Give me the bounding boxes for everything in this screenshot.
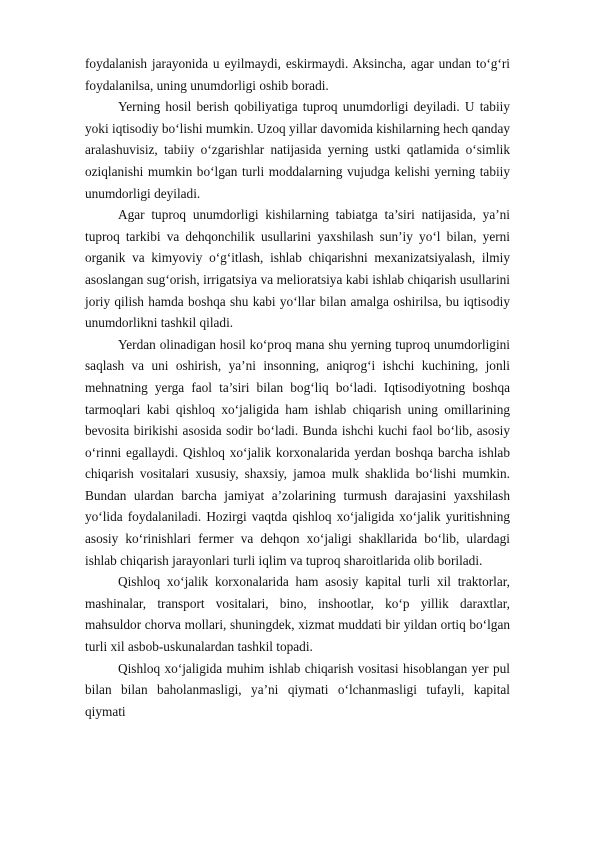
paragraph-fixed-capital: Qishloq xo‘jalik korxonalarida ham asosiy kapital turli xil traktorlar, mashinalar, transport vositalari, bino, inshootlar, ko‘p yillik daraxtlar, mahsuldor chorva mollari, shuningdek, xizmat muddati bir yildan ortiq bo‘lgan turli xil asbob-uskunalardan tashkil topadi.	[85, 574, 510, 655]
paragraph-labor-and-production: Yerdan olinadigan hosil ko‘proq mana shu yerning tuproq unumdorligini saqlash va uni oshirish, ya’ni insonning, aniqrog‘i ishchi kuchining, jonli mehnatning yerga faol ta’siri bilan bog‘liq bo‘ladi. Iqtisodiyotning boshqa tarmoqlari kabi qishloq xo‘jaligida ham ishlab chiqarish uning omillarining bevosita birikishi asosida sodir bo‘ladi. Bunda ishchi kuchi faol bo‘lib, asosiy o‘rinni egallaydi. Qishloq xo‘jalik korxonalarida yerdan boshqa barcha ishlab chiqarish vositalari xususiy, shaxsiy, jamoa mulk shaklida bo‘lishi mumkin. Bundan ulardan barcha jamiyat a’zolarining turmush darajasini yaxshilash yo‘lida foydalaniladi. Hozirgi vaqtda qishloq xo‘jaligida xo‘jalik yuritishning asosiy ko‘rinishlari fermer va dehqon xo‘jaligi shakllarida bo‘lib, ulardagi ishlab chiqarish jarayonlari turli iqlim va tuproq sharoitlarida olib boriladi.	[85, 336, 510, 568]
paragraph-continuation: foydalanish jarayonida u eyilmaydi, eskirmaydi. Aksincha, agar undan to‘g‘ri foydalanilsa, uning unumdorligi oshib boradi.	[85, 56, 510, 93]
paragraph-land-valuation: Qishloq xo‘jaligida muhim ishlab chiqarish vositasi hisoblangan yer pul bilan bilan baholanmasligi, ya’ni qiymati o‘lchanmasligi tufayli, kapital qiymati	[85, 660, 510, 719]
paragraph-economic-fertility: Agar tuproq unumdorligi kishilarning tabiatga ta’siri natijasida, ya’ni tuproq tarkibi va dehqonchilik usullarini yaxshilash sun’iy yo‘l bilan, yerni organik va kimyoviy o‘g‘itlash, ishlab chiqarishni mexanizatsiyalash, ilmiy asoslangan sug‘orish, irrigatsiya va melioratsiya kabi ishlab chiqarish usullarini joriy qilish hamda boshqa shu kabi yo‘llar bilan amalga oshirilsa, bu iqtisodiy unumdorlikni tashkil qiladi.	[85, 207, 510, 331]
document-page	[85, 53, 510, 722]
paragraph-soil-fertility-definition: Yerning hosil berish qobiliyatiga tuproq unumdorligi deyiladi. U tabiiy yoki iqtisodiy bo‘lishi mumkin. Uzoq yillar davomida kishilarning hech qanday aralashuvisiz, tabiiy o‘zgarishlar natijasida yerning ustki qatlamida o‘simlik oziqlanishi mumkin bo‘lgan turli moddalarning vujudga kelishi yerning tabiiy unumdorligi deyiladi.	[85, 99, 510, 201]
